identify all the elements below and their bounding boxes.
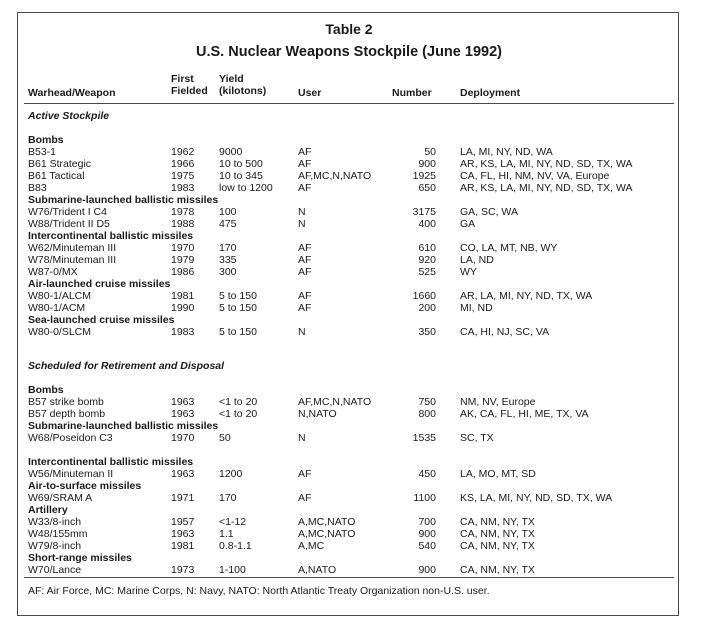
cell-warhead: W87-0/MX bbox=[28, 266, 78, 278]
cell-deployment: AR, KS, LA, MI, NY, ND, SD, TX, WA bbox=[460, 158, 633, 170]
cell-warhead: B57 depth bomb bbox=[28, 408, 106, 420]
table-row bbox=[18, 146, 680, 158]
cell-first-fielded: 1963 bbox=[171, 528, 195, 540]
cell-yield: <1 to 20 bbox=[219, 396, 258, 408]
cell-deployment: AR, LA, MI, NY, ND, TX, WA bbox=[460, 290, 593, 302]
cell-warhead: W80-0/SLCM bbox=[28, 326, 92, 338]
cell-warhead: W62/Minuteman III bbox=[28, 242, 117, 254]
cell-first-fielded: 1970 bbox=[171, 432, 195, 444]
cell-user: N bbox=[298, 218, 306, 230]
cell-first-fielded: 1979 bbox=[171, 254, 195, 266]
cell-user: AF,MC,N,NATO bbox=[298, 396, 372, 408]
cell-warhead: W56/Minuteman II bbox=[28, 468, 114, 480]
cell-yield: <1-12 bbox=[219, 516, 247, 528]
cell-warhead: B53-1 bbox=[28, 146, 57, 158]
cell-warhead: W68/Poseidon C3 bbox=[28, 432, 113, 444]
category-heading-retire-artillery: Artillery bbox=[28, 504, 68, 516]
cell-yield: 170 bbox=[219, 492, 237, 504]
cell-user: AF bbox=[298, 158, 312, 170]
table-row bbox=[18, 564, 680, 576]
cell-number: 700 bbox=[418, 516, 436, 528]
cell-warhead: B57 strike bomb bbox=[28, 396, 104, 408]
cell-first-fielded: 1975 bbox=[171, 170, 195, 182]
cell-warhead: W79/8-inch bbox=[28, 540, 82, 552]
cell-deployment: LA, ND bbox=[460, 254, 494, 266]
cell-user: AF,MC,N,NATO bbox=[298, 170, 372, 182]
cell-user: AF bbox=[298, 290, 312, 302]
cell-user: AF bbox=[298, 266, 312, 278]
header-yield: Yield bbox=[219, 73, 244, 85]
cell-number: 450 bbox=[418, 468, 436, 480]
cell-number: 50 bbox=[424, 146, 436, 158]
cell-yield: 5 to 150 bbox=[219, 302, 257, 314]
header-user: User bbox=[298, 87, 322, 99]
cell-yield: 170 bbox=[219, 242, 237, 254]
cell-first-fielded: 1983 bbox=[171, 326, 195, 338]
cell-warhead: W48/155mm bbox=[28, 528, 88, 540]
cell-first-fielded: 1988 bbox=[171, 218, 195, 230]
cell-deployment: CA, NM, NY, TX bbox=[460, 540, 535, 552]
cell-first-fielded: 1970 bbox=[171, 242, 195, 254]
cell-deployment: CA, FL, HI, NM, NV, VA, Europe bbox=[460, 170, 610, 182]
table-title: U.S. Nuclear Weapons Stockpile (June 1992) bbox=[196, 44, 502, 60]
cell-number: 900 bbox=[418, 528, 436, 540]
category-heading-retire-srm: Short-range missiles bbox=[28, 552, 132, 564]
cell-first-fielded: 1990 bbox=[171, 302, 195, 314]
table-row bbox=[18, 540, 680, 552]
cell-first-fielded: 1981 bbox=[171, 290, 195, 302]
cell-first-fielded: 1962 bbox=[171, 146, 195, 158]
cell-user: AF bbox=[298, 146, 312, 158]
cell-user: N bbox=[298, 206, 306, 218]
cell-deployment: SC, TX bbox=[460, 432, 494, 444]
table-row bbox=[18, 206, 680, 218]
cell-yield: 475 bbox=[219, 218, 237, 230]
cell-first-fielded: 1981 bbox=[171, 540, 195, 552]
cell-warhead: W88/Trident II D5 bbox=[28, 218, 110, 230]
cell-user: N,NATO bbox=[298, 408, 337, 420]
cell-user: AF bbox=[298, 492, 312, 504]
cell-yield: 5 to 150 bbox=[219, 290, 257, 302]
cell-yield: 10 to 345 bbox=[219, 170, 263, 182]
cell-user: A,NATO bbox=[298, 564, 337, 576]
header-kilotons: (kilotons) bbox=[219, 85, 267, 97]
cell-yield: 50 bbox=[219, 432, 231, 444]
cell-warhead: W76/Trident I C4 bbox=[28, 206, 107, 218]
cell-number: 1535 bbox=[412, 432, 436, 444]
table-row bbox=[18, 242, 680, 254]
header-deployment: Deployment bbox=[460, 87, 521, 99]
category-heading-active-slbm: Submarine-launched ballistic missiles bbox=[28, 194, 219, 206]
section-heading-retire: Scheduled for Retirement and Disposal bbox=[28, 360, 225, 372]
cell-number: 350 bbox=[418, 326, 436, 338]
cell-warhead: W78/Minuteman III bbox=[28, 254, 117, 266]
cell-deployment: AR, KS, LA, MI, NY, ND, SD, TX, WA bbox=[460, 182, 633, 194]
cell-first-fielded: 1973 bbox=[171, 564, 195, 576]
table-row bbox=[18, 492, 680, 504]
cell-first-fielded: 1957 bbox=[171, 516, 195, 528]
cell-first-fielded: 1966 bbox=[171, 158, 195, 170]
cell-deployment: CA, NM, NY, TX bbox=[460, 528, 535, 540]
cell-number: 1100 bbox=[413, 492, 436, 504]
cell-yield: 300 bbox=[219, 266, 237, 278]
table-row bbox=[18, 408, 680, 420]
footer-rule bbox=[24, 577, 674, 578]
cell-deployment: GA, SC, WA bbox=[460, 206, 518, 218]
table-row bbox=[18, 266, 680, 278]
table-row bbox=[18, 290, 680, 302]
category-heading-retire-bombs: Bombs bbox=[28, 384, 64, 396]
table-row bbox=[18, 218, 680, 230]
category-heading-active-alcm: Air-launched cruise missiles bbox=[28, 278, 171, 290]
cell-number: 200 bbox=[418, 302, 436, 314]
section-heading-active: Active Stockpile bbox=[28, 110, 110, 122]
cell-warhead: B61 Tactical bbox=[28, 170, 85, 182]
table-row bbox=[18, 254, 680, 266]
cell-yield: 0.8-1.1 bbox=[219, 540, 252, 552]
cell-warhead: W33/8-inch bbox=[28, 516, 82, 528]
cell-yield: <1 to 20 bbox=[219, 408, 258, 420]
cell-user: N bbox=[298, 326, 306, 338]
cell-number: 1660 bbox=[412, 290, 436, 302]
cell-number: 650 bbox=[418, 182, 436, 194]
cell-deployment: LA, MI, NY, ND, WA bbox=[460, 146, 553, 158]
cell-deployment: CA, HI, NJ, SC, VA bbox=[460, 326, 550, 338]
table-row bbox=[18, 432, 680, 444]
cell-warhead: W80-1/ALCM bbox=[28, 290, 92, 302]
cell-warhead: W69/SRAM A bbox=[28, 492, 93, 504]
cell-user: AF bbox=[298, 182, 312, 194]
table-row bbox=[18, 528, 680, 540]
cell-yield: 1200 bbox=[219, 468, 243, 480]
cell-user: A,MC,NATO bbox=[298, 516, 356, 528]
cell-deployment: LA, MO, MT, SD bbox=[460, 468, 536, 480]
table-row bbox=[18, 170, 680, 182]
cell-first-fielded: 1963 bbox=[171, 396, 195, 408]
cell-first-fielded: 1963 bbox=[171, 408, 195, 420]
cell-yield: 1-100 bbox=[219, 564, 246, 576]
cell-yield: 10 to 500 bbox=[219, 158, 263, 170]
cell-number: 3175 bbox=[412, 206, 436, 218]
cell-warhead: B61 Strategic bbox=[28, 158, 92, 170]
footnote: AF: Air Force, MC: Marine Corps, N: Navy, NATO: North Atlantic Treaty Organization non-U.S. user. bbox=[28, 585, 490, 597]
cell-number: 525 bbox=[418, 266, 436, 278]
cell-warhead: W80-1/ACM bbox=[28, 302, 86, 314]
cell-number: 540 bbox=[418, 540, 436, 552]
table-frame bbox=[17, 12, 679, 616]
category-heading-retire-slbm: Submarine-launched ballistic missiles bbox=[28, 420, 219, 432]
cell-first-fielded: 1986 bbox=[171, 266, 195, 278]
category-heading-retire-icbm: Intercontinental ballistic missiles bbox=[28, 456, 194, 468]
table-row bbox=[18, 158, 680, 170]
table-row bbox=[18, 516, 680, 528]
cell-yield: 5 to 150 bbox=[219, 326, 257, 338]
cell-deployment: CO, LA, MT, NB, WY bbox=[460, 242, 558, 254]
cell-user: AF bbox=[298, 242, 312, 254]
cell-user: A,MC bbox=[298, 540, 325, 552]
cell-yield: 335 bbox=[219, 254, 237, 266]
cell-number: 610 bbox=[418, 242, 436, 254]
table-number: Table 2 bbox=[325, 21, 373, 37]
cell-first-fielded: 1983 bbox=[171, 182, 195, 194]
header-first: First bbox=[171, 73, 194, 85]
cell-warhead: B83 bbox=[28, 182, 47, 194]
cell-deployment: CA, NM, NY, TX bbox=[460, 564, 535, 576]
cell-number: 800 bbox=[418, 408, 436, 420]
cell-user: N bbox=[298, 432, 306, 444]
header-number: Number bbox=[392, 87, 432, 99]
cell-first-fielded: 1971 bbox=[171, 492, 195, 504]
cell-user: AF bbox=[298, 302, 312, 314]
cell-deployment: AK, CA, FL, HI, ME, TX, VA bbox=[460, 408, 589, 420]
category-heading-retire-asm: Air-to-surface missiles bbox=[28, 480, 142, 492]
cell-user: AF bbox=[298, 468, 312, 480]
header-rule bbox=[24, 103, 674, 104]
cell-deployment: MI, ND bbox=[460, 302, 493, 314]
cell-deployment: NM, NV, Europe bbox=[460, 396, 536, 408]
cell-deployment: KS, LA, MI, NY, ND, SD, TX, WA bbox=[460, 492, 613, 504]
table-row bbox=[18, 396, 680, 408]
cell-yield: 1.1 bbox=[219, 528, 234, 540]
cell-user: AF bbox=[298, 254, 312, 266]
table-row bbox=[18, 468, 680, 480]
category-heading-active-bombs: Bombs bbox=[28, 134, 64, 146]
cell-number: 750 bbox=[418, 396, 436, 408]
cell-number: 900 bbox=[418, 564, 436, 576]
cell-number: 920 bbox=[418, 254, 436, 266]
cell-yield: 9000 bbox=[219, 146, 243, 158]
cell-yield: low to 1200 bbox=[219, 182, 273, 194]
cell-deployment: CA, NM, NY, TX bbox=[460, 516, 535, 528]
category-heading-active-icbm: Intercontinental ballistic missiles bbox=[28, 230, 194, 242]
table-row bbox=[18, 182, 680, 194]
category-heading-active-slcm: Sea-launched cruise missiles bbox=[28, 314, 175, 326]
header-warhead-weapon: Warhead/Weapon bbox=[28, 87, 116, 99]
cell-first-fielded: 1963 bbox=[171, 468, 195, 480]
cell-warhead: W70/Lance bbox=[28, 564, 82, 576]
cell-number: 900 bbox=[418, 158, 436, 170]
cell-deployment: GA bbox=[460, 218, 476, 230]
table-row bbox=[18, 302, 680, 314]
cell-deployment: WY bbox=[460, 266, 477, 278]
cell-user: A,MC,NATO bbox=[298, 528, 356, 540]
table-row bbox=[18, 326, 680, 338]
cell-yield: 100 bbox=[219, 206, 237, 218]
header-fielded: Fielded bbox=[171, 85, 208, 97]
cell-number: 1925 bbox=[412, 170, 436, 182]
cell-first-fielded: 1978 bbox=[171, 206, 195, 218]
cell-number: 400 bbox=[418, 218, 436, 230]
